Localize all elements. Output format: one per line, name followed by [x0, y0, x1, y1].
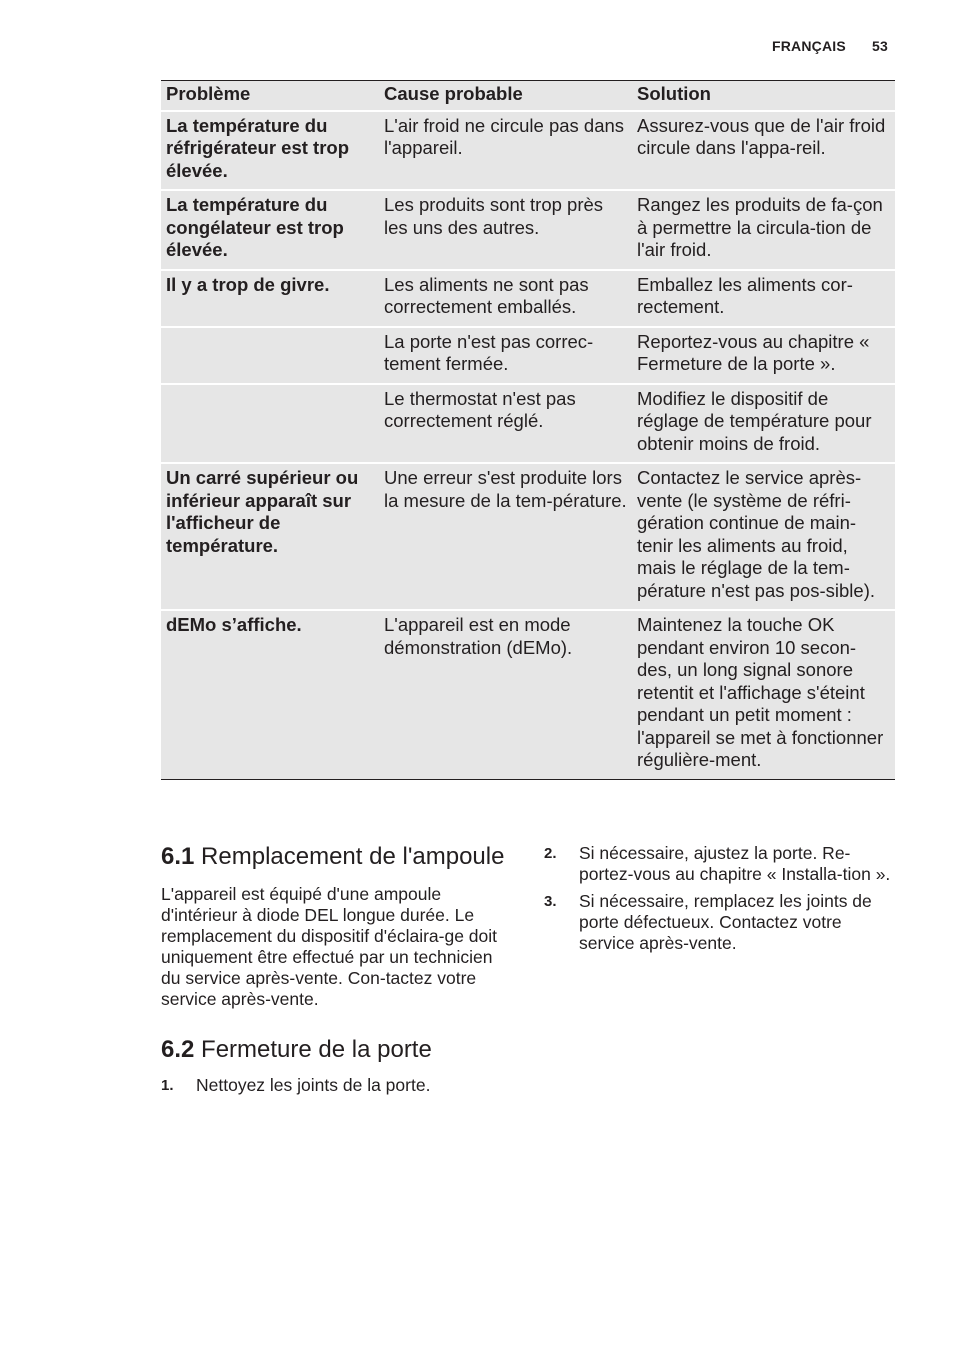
cell-problem [161, 327, 379, 384]
section-6-1-body: L'appareil est équipé d'une ampoule d'intérieur à diode DEL longue durée. Le remplacement du dispositif d'éclaira-ge doit uniquement être effectué par un technicien du service après-vente. Con-tactez votre service après-vente. [161, 884, 498, 1009]
header-cause: Cause probable [379, 81, 632, 111]
cell-problem: Il y a trop de givre. [161, 270, 379, 327]
cell-cause: Le thermostat n'est pas correctement réglé. [379, 384, 632, 464]
step-text: Si nécessaire, remplacez les joints de porte défectueux. Contactez votre service après-vente. [579, 891, 872, 953]
table-row [161, 111, 895, 191]
section-number: 6.1 [161, 843, 195, 870]
page-header [772, 38, 888, 54]
cell-cause: Une erreur s'est produite lors la mesure de la tem-pérature. [379, 463, 632, 610]
cell-problem: La température du congélateur est trop élevée. [161, 190, 379, 270]
cell-problem: dEMo s’affiche. [161, 610, 379, 779]
step-text: Si nécessaire, ajustez la porte. Re-portez-vous au chapitre « Installa-tion ». [579, 843, 891, 884]
right-column [544, 843, 896, 954]
section-title: Remplacement de l'ampoule [201, 843, 505, 870]
cell-cause: Les produits sont trop près les uns des autres. [379, 190, 632, 270]
cell-solution: Assurez-vous que de l'air froid circule dans l'appa-reil. [632, 111, 895, 191]
table-row [161, 384, 895, 464]
section-label: FRANÇAIS [771, 38, 846, 54]
list-item [544, 891, 896, 954]
list-item [544, 843, 896, 885]
table-row [161, 270, 895, 327]
step-number: 2. [544, 845, 557, 862]
left-column [161, 843, 511, 1096]
cell-cause: Les aliments ne sont pas correctement emballés. [379, 270, 632, 327]
cell-problem: Un carré supérieur ou inférieur apparaît sur l'afficheur de température. [161, 463, 379, 610]
header-problem: Problème [161, 81, 379, 111]
cell-cause: L'air froid ne circule pas dans l'appareil. [379, 111, 632, 191]
table-row [161, 610, 895, 779]
cell-solution: Maintenez la touche OK pendant environ 10 secon-des, un long signal sonore retentit et l'affichage s'éteint pendant un petit moment : l'appareil se met à fonctionner régulière-ment. [632, 610, 895, 779]
table-row [161, 190, 895, 270]
troubleshooting-table [161, 80, 895, 780]
cell-problem [161, 384, 379, 464]
section-title: Fermeture de la porte [201, 1036, 432, 1063]
step-number: 3. [544, 893, 557, 910]
page-number: 53 [872, 38, 888, 54]
list-item [161, 1075, 511, 1096]
header-solution: Solution [632, 81, 895, 111]
table-row [161, 327, 895, 384]
section-6-1-heading [161, 843, 511, 870]
section-number: 6.2 [161, 1036, 195, 1063]
step-text: Nettoyez les joints de la porte. [196, 1075, 431, 1095]
cell-solution: Reportez-vous au chapitre « Fermeture de la porte ». [632, 327, 895, 384]
cell-solution: Emballez les aliments cor-rectement. [632, 270, 895, 327]
table-row [161, 463, 895, 610]
table-header-row [161, 81, 895, 111]
cell-cause: L'appareil est en mode démonstration (dEMo). [379, 610, 632, 779]
cell-solution: Modifiez le dispositif de réglage de température pour obtenir moins de froid. [632, 384, 895, 464]
cell-cause: La porte n'est pas correc-tement fermée. [379, 327, 632, 384]
cell-solution: Contactez le service après-vente (le système de réfri-gération continue de main-tenir les aliments au froid, mais le réglage de la tem-pérature n'est pas pos-sible). [632, 463, 895, 610]
cell-problem: La température du réfrigérateur est trop élevée. [161, 111, 379, 191]
step-number: 1. [161, 1077, 174, 1094]
cell-solution: Rangez les produits de fa-çon à permettre la circula-tion de l'air froid. [632, 190, 895, 270]
section-6-2-heading [161, 1036, 511, 1063]
